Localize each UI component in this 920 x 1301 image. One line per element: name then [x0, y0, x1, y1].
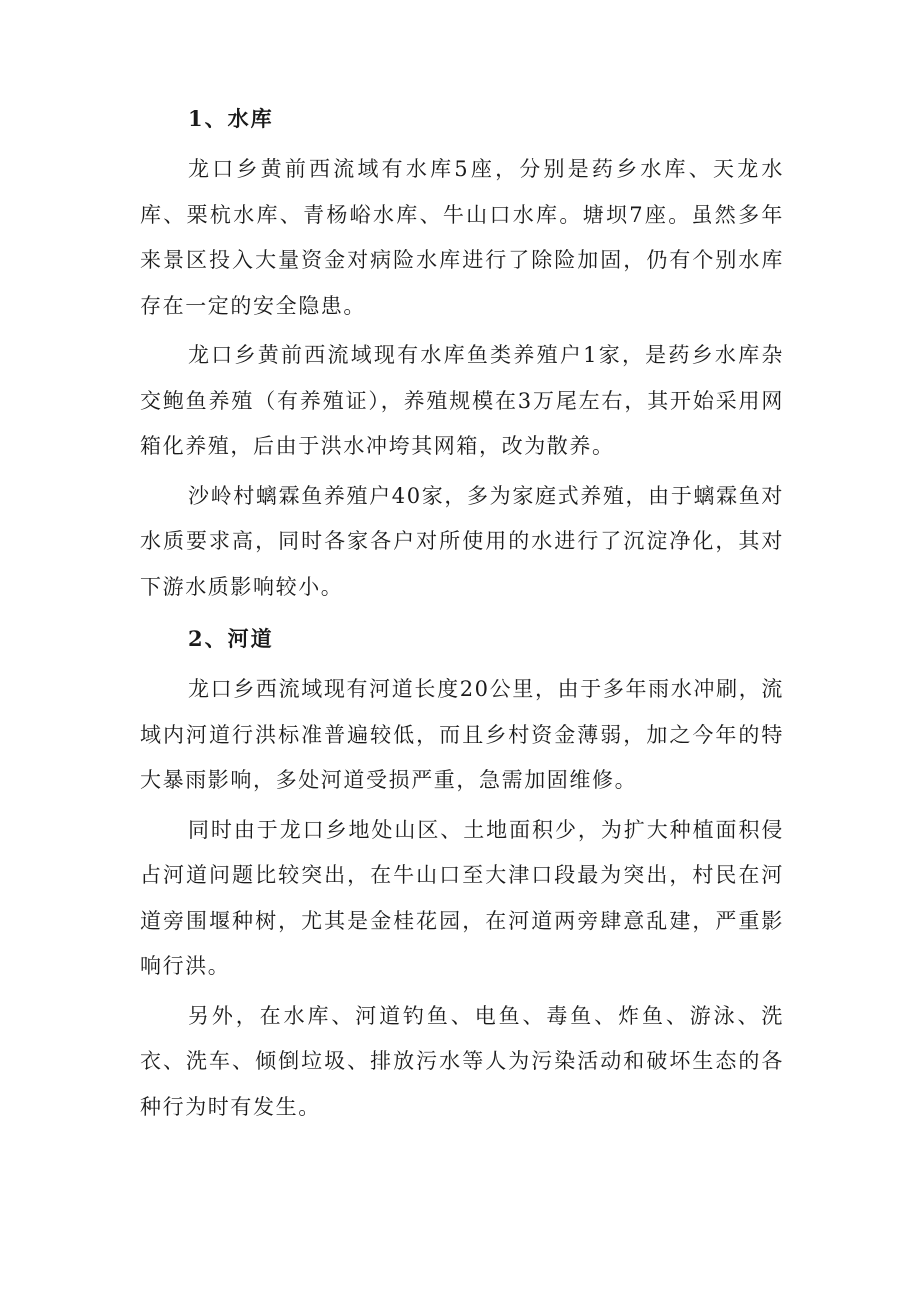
paragraph: 龙口乡黄前西流域有水库5座，分别是药乡水库、天龙水库、栗杭水库、青杨峪水库、牛山口水库。塘坝7座。虽然多年来景区投入大量资金对病险水库进行了除险加固，仍有个别水库存在一定的安全隐患。 [140, 157, 784, 318]
paragraph: 龙口乡西流域现有河道长度20公里，由于多年雨水冲刷，流域内河道行洪标准普遍较低，而且乡村资金薄弱，加之今年的特大暴雨影响，多处河道受损严重，急需加固维修。 [140, 677, 784, 792]
paragraph: 同时由于龙口乡地处山区、土地面积少，为扩大种植面积侵占河道问题比较突出，在牛山口至大津口段最为突出，村民在河道旁围堰种树，尤其是金桂花园，在河道两旁肆意乱建，严重影响行洪。 [140, 817, 784, 978]
section-rivers [140, 616, 784, 1130]
section-heading-reservoirs: 1、水库 [188, 106, 274, 131]
paragraph: 另外，在水库、河道钓鱼、电鱼、毒鱼、炸鱼、游泳、洗衣、洗车、倾倒垃圾、排放污水等人为污染活动和破坏生态的各种行为时有发生。 [140, 1003, 784, 1119]
paragraph: 沙岭村螭霖鱼养殖户40家，多为家庭式养殖，由于螭霖鱼对水质要求高，同时各家各户对所使用的水进行了沉淀净化，其对下游水质影响较小。 [140, 483, 784, 599]
section-heading-rivers: 2、河道 [188, 626, 274, 651]
paragraph: 龙口乡黄前西流域现有水库鱼类养殖户1家，是药乡水库杂交鲍鱼养殖（有养殖证），养殖规模在3万尾左右，其开始采用网箱化养殖，后由于洪水冲垮其网箱，改为散养。 [140, 343, 784, 458]
section-reservoirs [140, 96, 784, 610]
document-page [140, 96, 784, 1134]
